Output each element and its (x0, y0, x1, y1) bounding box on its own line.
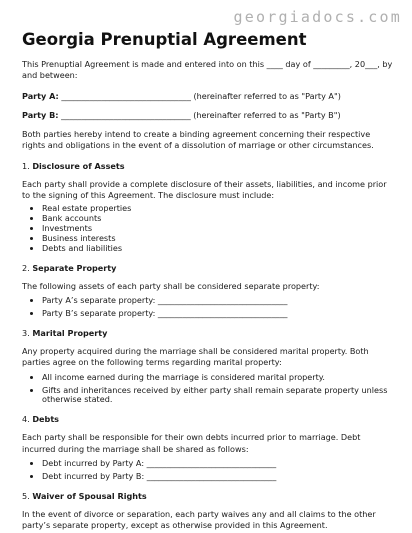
list-item: • Gifts and inheritances received by either party shall remain separate property unless otherwise stated. (42, 386, 394, 406)
section-marital-property (22, 328, 394, 405)
section-number: 2. (22, 262, 30, 273)
list-item: • Bank accounts (42, 214, 394, 224)
document-page (22, 30, 394, 531)
section-heading (22, 491, 394, 502)
section-separate-property (22, 263, 394, 319)
party-a-label: Party A: (22, 90, 59, 101)
section-title: Separate Property (32, 262, 117, 273)
list-item: • Business interests (42, 234, 394, 244)
section-text: Each party shall be responsible for their own debts incurred prior to marriage. Debt incurred during the marriage shall be shared as follows: (22, 432, 361, 454)
list-item: • Investments (42, 224, 394, 234)
section-number: 5. (22, 490, 30, 501)
list-item: • All income earned during the marriage is considered marital property. (42, 373, 394, 383)
section-text: In the event of divorce or separation, each party waives any and all claims to the other party’s separate property, except as otherwise provided in this Agreement. (22, 508, 376, 531)
section-number: 4. (22, 414, 30, 425)
list-item: • Debt incurred by Party B: ________________________________ (42, 472, 394, 482)
party-a-blank: ________________________________ (hereinafter referred to as "Party A") (58, 90, 341, 101)
section-heading (22, 263, 394, 274)
section-list (22, 459, 394, 482)
section-list (22, 296, 394, 319)
section-disclosure (22, 161, 394, 254)
section-title: Waiver of Spousal Rights (32, 490, 147, 501)
section-list (22, 373, 394, 406)
section-waiver (22, 491, 394, 532)
section-list (22, 204, 394, 254)
list-item: • Debt incurred by Party A: ________________________________ (42, 459, 394, 469)
intro-paragraph: This Prenuptial Agreement is made and entered into on this ____ day of _________, 20___, by and between: (22, 59, 393, 81)
party-b-line (22, 110, 394, 121)
section-debts (22, 414, 394, 481)
party-b-blank: ________________________________ (hereinafter referred to as "Party B") (58, 109, 341, 120)
party-b-label: Party B: (22, 109, 59, 120)
section-heading (22, 328, 394, 339)
list-item: • Real estate properties (42, 204, 394, 214)
section-title: Debts (32, 414, 60, 425)
list-item: • Debts and liabilities (42, 244, 394, 254)
section-heading (22, 414, 394, 425)
section-title: Marital Property (32, 328, 108, 339)
section-number: 3. (22, 328, 30, 339)
section-title: Disclosure of Assets (32, 160, 125, 171)
party-a-line (22, 91, 394, 102)
watermark: georgiadocs.com (233, 8, 402, 26)
section-text: Each party shall provide a complete disclosure of their assets, liabilities, and income prior to the signing of this Agreement. The disclosure must include: (22, 178, 387, 201)
section-text: Any property acquired during the marriage shall be considered marital property. Both parties agree on the following terms regarding marital property: (22, 346, 369, 368)
section-number: 1. (22, 160, 30, 171)
section-text: The following assets of each party shall be considered separate property: (22, 280, 320, 291)
section-heading (22, 161, 394, 172)
list-item: • Party A’s separate property: ________________________________ (42, 296, 394, 306)
purpose-paragraph: Both parties hereby intend to create a binding agreement concerning their respective rights and obligations in the event of a dissolution of marriage or other circumstances. (22, 129, 374, 151)
document-title: Georgia Prenuptial Agreement (22, 30, 307, 49)
list-item: • Party B’s separate property: ________________________________ (42, 309, 394, 319)
